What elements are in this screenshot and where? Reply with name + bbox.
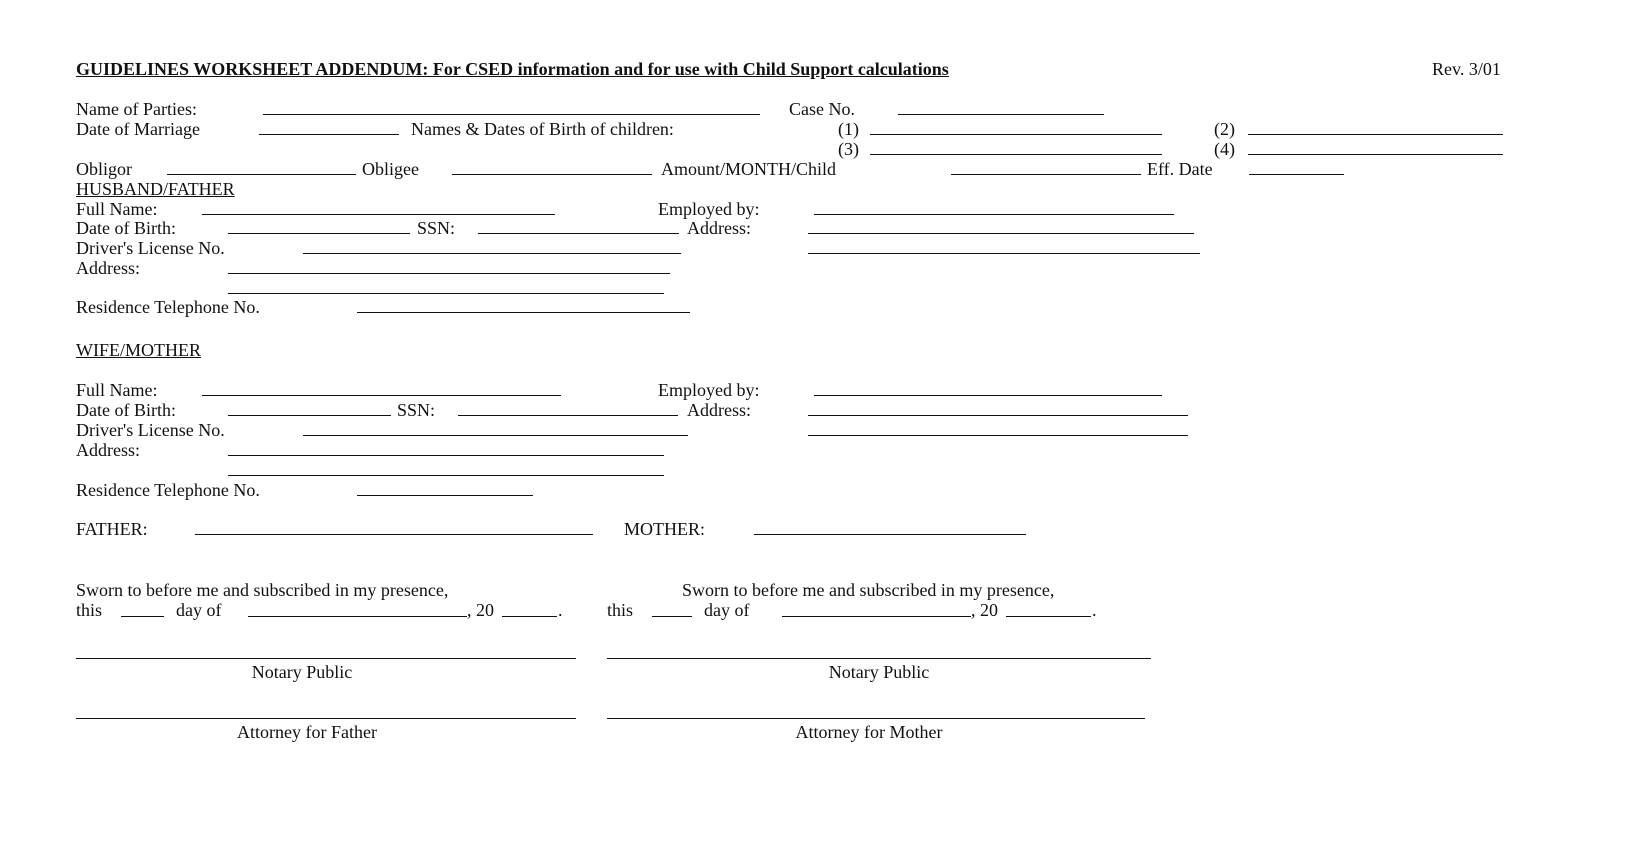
year-field-right[interactable] (1006, 616, 1091, 617)
child-3-label: (3) (838, 139, 859, 159)
wife-employed-by-label: Employed by: (658, 380, 760, 400)
obligee-field[interactable] (452, 174, 652, 175)
wife-address-line-1[interactable] (228, 455, 664, 456)
day-field-left[interactable] (121, 616, 164, 617)
father-signature-field[interactable] (195, 534, 593, 535)
husband-dob-label: Date of Birth: (76, 218, 176, 238)
husband-heading: HUSBAND/FATHER (76, 179, 235, 199)
period-right: . (1092, 600, 1097, 620)
husband-drivers-license-label: Driver's License No. (76, 238, 225, 258)
notary-public-label-right: Notary Public (828, 662, 930, 682)
attorney-father-signature-line[interactable] (76, 718, 576, 719)
date-of-marriage-label: Date of Marriage (76, 119, 200, 139)
sworn-statement-left: Sworn to before me and subscribed in my presence, (76, 580, 449, 600)
sworn-statement-right: Sworn to before me and subscribed in my presence, (682, 580, 1055, 600)
this-label-right: this (607, 600, 634, 620)
period-left: . (558, 600, 563, 620)
wife-employer-address-line-2[interactable] (808, 435, 1188, 436)
husband-full-name-label: Full Name: (76, 199, 158, 219)
child-1-field[interactable] (870, 134, 1162, 135)
case-no-label: Case No. (789, 99, 855, 119)
day-field-right[interactable] (652, 616, 692, 617)
wife-employer-address-line-1[interactable] (808, 415, 1188, 416)
husband-dob-field[interactable] (228, 233, 410, 234)
wife-dob-field[interactable] (228, 415, 391, 416)
wife-full-name-field[interactable] (202, 395, 561, 396)
amount-field[interactable] (951, 174, 1141, 175)
child-3-field[interactable] (870, 154, 1162, 155)
notary-public-label-left: Notary Public (251, 662, 353, 682)
day-of-label-right: day of (704, 600, 750, 620)
husband-employed-by-label: Employed by: (658, 199, 760, 219)
eff-date-field[interactable] (1249, 174, 1344, 175)
revision-label: Rev. 3/01 (1432, 59, 1501, 79)
amount-label: Amount/MONTH/Child (661, 159, 837, 179)
wife-ssn-field[interactable] (458, 415, 678, 416)
obligor-field[interactable] (167, 174, 356, 175)
children-label: Names & Dates of Birth of children: (411, 119, 674, 139)
wife-dob-label: Date of Birth: (76, 400, 176, 420)
day-of-label-left: day of (176, 600, 222, 620)
wife-address-line-2[interactable] (228, 475, 664, 476)
case-no-field[interactable] (898, 114, 1104, 115)
attorney-father-label: Attorney for Father (237, 722, 377, 742)
form-title: GUIDELINES WORKSHEET ADDENDUM: For CSED information and for use with Child Support calculations (76, 59, 949, 79)
wife-address-label: Address: (76, 440, 140, 460)
notary-signature-line-right[interactable] (607, 658, 1151, 659)
wife-telephone-field[interactable] (357, 495, 533, 496)
wife-employer-address-label: Address: (687, 400, 751, 420)
child-4-label: (4) (1214, 139, 1235, 159)
year-prefix-left: , 20 (467, 600, 494, 620)
year-prefix-right: , 20 (971, 600, 998, 620)
year-field-left[interactable] (502, 616, 557, 617)
wife-telephone-label: Residence Telephone No. (76, 480, 260, 500)
husband-ssn-label: SSN: (417, 218, 456, 238)
attorney-mother-signature-line[interactable] (607, 718, 1145, 719)
husband-telephone-field[interactable] (357, 312, 690, 313)
husband-employed-by-field[interactable] (814, 214, 1174, 215)
husband-full-name-field[interactable] (202, 214, 555, 215)
husband-address-label: Address: (76, 258, 140, 278)
mother-signature-field[interactable] (754, 534, 1026, 535)
child-4-field[interactable] (1248, 154, 1503, 155)
month-field-right[interactable] (782, 616, 971, 617)
husband-drivers-license-field[interactable] (303, 253, 681, 254)
attorney-mother-label: Attorney for Mother (795, 722, 943, 742)
wife-full-name-label: Full Name: (76, 380, 158, 400)
eff-date-label: Eff. Date (1147, 159, 1213, 179)
wife-drivers-license-field[interactable] (303, 435, 688, 436)
husband-address-line-1[interactable] (228, 273, 670, 274)
husband-employer-address-label: Address: (687, 218, 751, 238)
mother-label: MOTHER: (624, 519, 705, 539)
obligee-label: Obligee (362, 159, 419, 179)
month-field-left[interactable] (248, 616, 467, 617)
child-2-label: (2) (1214, 119, 1235, 139)
husband-telephone-label: Residence Telephone No. (76, 297, 260, 317)
child-2-field[interactable] (1248, 134, 1503, 135)
father-label: FATHER: (76, 519, 148, 539)
obligor-label: Obligor (76, 159, 132, 179)
husband-employer-address-line-1[interactable] (808, 233, 1194, 234)
wife-ssn-label: SSN: (397, 400, 436, 420)
name-of-parties-field[interactable] (263, 114, 760, 115)
wife-employed-by-field[interactable] (814, 395, 1162, 396)
wife-drivers-license-label: Driver's License No. (76, 420, 225, 440)
notary-signature-line-left[interactable] (76, 658, 576, 659)
wife-heading: WIFE/MOTHER (76, 340, 201, 360)
husband-address-line-2[interactable] (228, 293, 664, 294)
this-label-left: this (76, 600, 103, 620)
husband-ssn-field[interactable] (478, 233, 679, 234)
date-of-marriage-field[interactable] (259, 134, 399, 135)
child-1-label: (1) (838, 119, 859, 139)
name-of-parties-label: Name of Parties: (76, 99, 197, 119)
husband-employer-address-line-2[interactable] (808, 253, 1200, 254)
